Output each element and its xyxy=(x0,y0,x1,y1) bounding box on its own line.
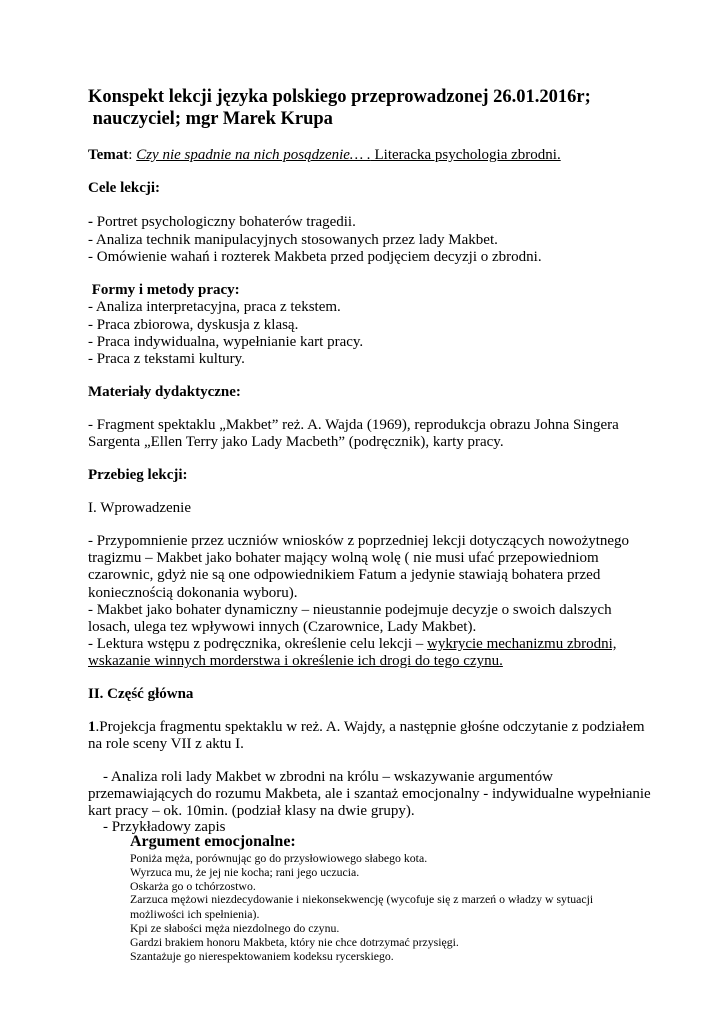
lesson-goal-prefix: - Lektura wstępu z podręcznika, określenie celu lekcji – xyxy=(88,636,428,652)
intro-paragraph-line: tragizmu – Makbet jako bohater mający wolną wolę ( nie musi ufać przepowiedniom xyxy=(88,550,599,566)
analysis-line: kart pracy – ok. 10min. (podział klasy na dwie grupy). xyxy=(88,803,415,819)
intro-paragraph-line: czarownic, gdyż nie są one odpowiednikiem Fatum a jedynie stawiają bohatera przed xyxy=(88,567,601,583)
argument-item: Oskarża go o tchórzostwo. xyxy=(130,879,256,893)
goal-item: - Omówienie wahań i rozterek Makbeta przed podjęciem decyzji o zbrodni. xyxy=(88,249,542,265)
title-line-1: Konspekt lekcji języka polskiego przeprowadzonej 26.01.2016r; xyxy=(88,87,591,107)
intro-paragraph-line: koniecznością dokonania wyboru). xyxy=(88,585,298,601)
topic-label: Temat xyxy=(88,147,129,163)
argument-item: Zarzuca mężowi niezdecydowanie i niekonsekwencję (wycofuje się z marzeń o władzy w sytuacji możliwości ich spełnienia). xyxy=(130,892,594,921)
topic-colon: : xyxy=(128,147,137,163)
argument-heading: Argument emocjonalne: xyxy=(130,833,296,850)
argument-item: Poniża męża, porównując go do przysłowiowego słabego kota. xyxy=(130,851,428,865)
intro-paragraph-line xyxy=(88,635,617,653)
lesson-course-heading: Przebieg lekcji: xyxy=(88,467,188,483)
argument-item: Szantażuje go nierespektowaniem kodeksu rycerskiego. xyxy=(130,949,394,963)
materials-heading: Materiały dydaktyczne: xyxy=(88,384,241,400)
methods-heading: Formy i metody pracy: xyxy=(88,282,240,298)
goal-text: Portret psychologiczny bohaterów tragedii. xyxy=(96,214,356,230)
method-item: - Praca z tekstami kultury. xyxy=(88,351,245,367)
step-text: .Projekcja fragmentu spektaklu w reż. A. Wajdy, a następnie głośne odczytanie z podziałem xyxy=(95,719,645,735)
intro-paragraph-line: losach, ulega tez wpływowi innych (Czarownice, Lady Makbet). xyxy=(88,619,477,635)
topic-text xyxy=(136,147,561,163)
document-title xyxy=(88,86,708,130)
topic-italic: Czy nie spadnie na nich posądzenie… . xyxy=(136,147,371,163)
goal-item: - Analiza technik manipulacyjnych stosowanych przez lady Makbet. xyxy=(88,232,498,248)
lesson-goal-underlined: wykrycie mechanizmu zbrodni, xyxy=(427,636,617,652)
argument-item: Kpi ze słabości męża niezdolnego do czynu. xyxy=(130,921,340,935)
argument-item: Gardzi brakiem honoru Makbeta, który nie chce dotrzymać przysięgi. xyxy=(130,935,459,949)
method-item: - Analiza interpretacyjna, praca z tekstem. xyxy=(88,299,341,315)
analysis-line: przemawiających do rozumu Makbeta, ale i szantaż emocjonalny - indywidualne wypełnianie xyxy=(88,786,651,802)
main-part-heading: II. Część główna xyxy=(88,686,194,702)
intro-paragraph-line: - Przypomnienie przez uczniów wniosków z poprzedniej lekcji dotyczących nowożytnego xyxy=(88,533,630,549)
lesson-goal-underlined-2: wskazanie winnych morderstwa i określenie ich drogi do tego czynu. xyxy=(88,653,503,669)
materials-line: - Fragment spektaklu „Makbet” reż. A. Wajda (1969), reprodukcja obrazu Johna Singera xyxy=(88,417,619,433)
introduction-heading: I. Wprowadzenie xyxy=(88,500,192,516)
example-label: - Przykładowy zapis xyxy=(88,819,226,835)
main-step-line: na role sceny VII z aktu I. xyxy=(88,736,244,752)
step-number: 1 xyxy=(88,719,96,735)
argument-item: Wyrzuca mu, że jej nie kocha; rani jego uczucia. xyxy=(130,865,360,879)
method-item: - Praca zbiorowa, dyskusja z klasą. xyxy=(88,317,299,333)
method-item: - Praca indywidualna, wypełnianie kart pracy. xyxy=(88,334,364,350)
intro-paragraph-line: - Makbet jako bohater dynamiczny – nieustannie podejmuje decyzje o swoich dalszych xyxy=(88,602,612,618)
goals-heading: Cele lekcji: xyxy=(88,180,161,196)
topic-rest: Literacka psychologia zbrodni. xyxy=(370,147,561,163)
main-step-line xyxy=(88,718,645,736)
topic-line xyxy=(88,146,561,164)
analysis-line: - Analiza roli lady Makbet w zbrodni na królu – wskazywanie argumentów xyxy=(88,769,554,785)
materials-line: Sargenta „Ellen Terry jako Lady Macbeth” (podręcznik), karty pracy. xyxy=(88,434,504,450)
goal-item xyxy=(88,213,356,231)
goal-dash: - xyxy=(88,214,97,230)
title-line-2: nauczyciel; mgr Marek Krupa xyxy=(88,109,333,129)
